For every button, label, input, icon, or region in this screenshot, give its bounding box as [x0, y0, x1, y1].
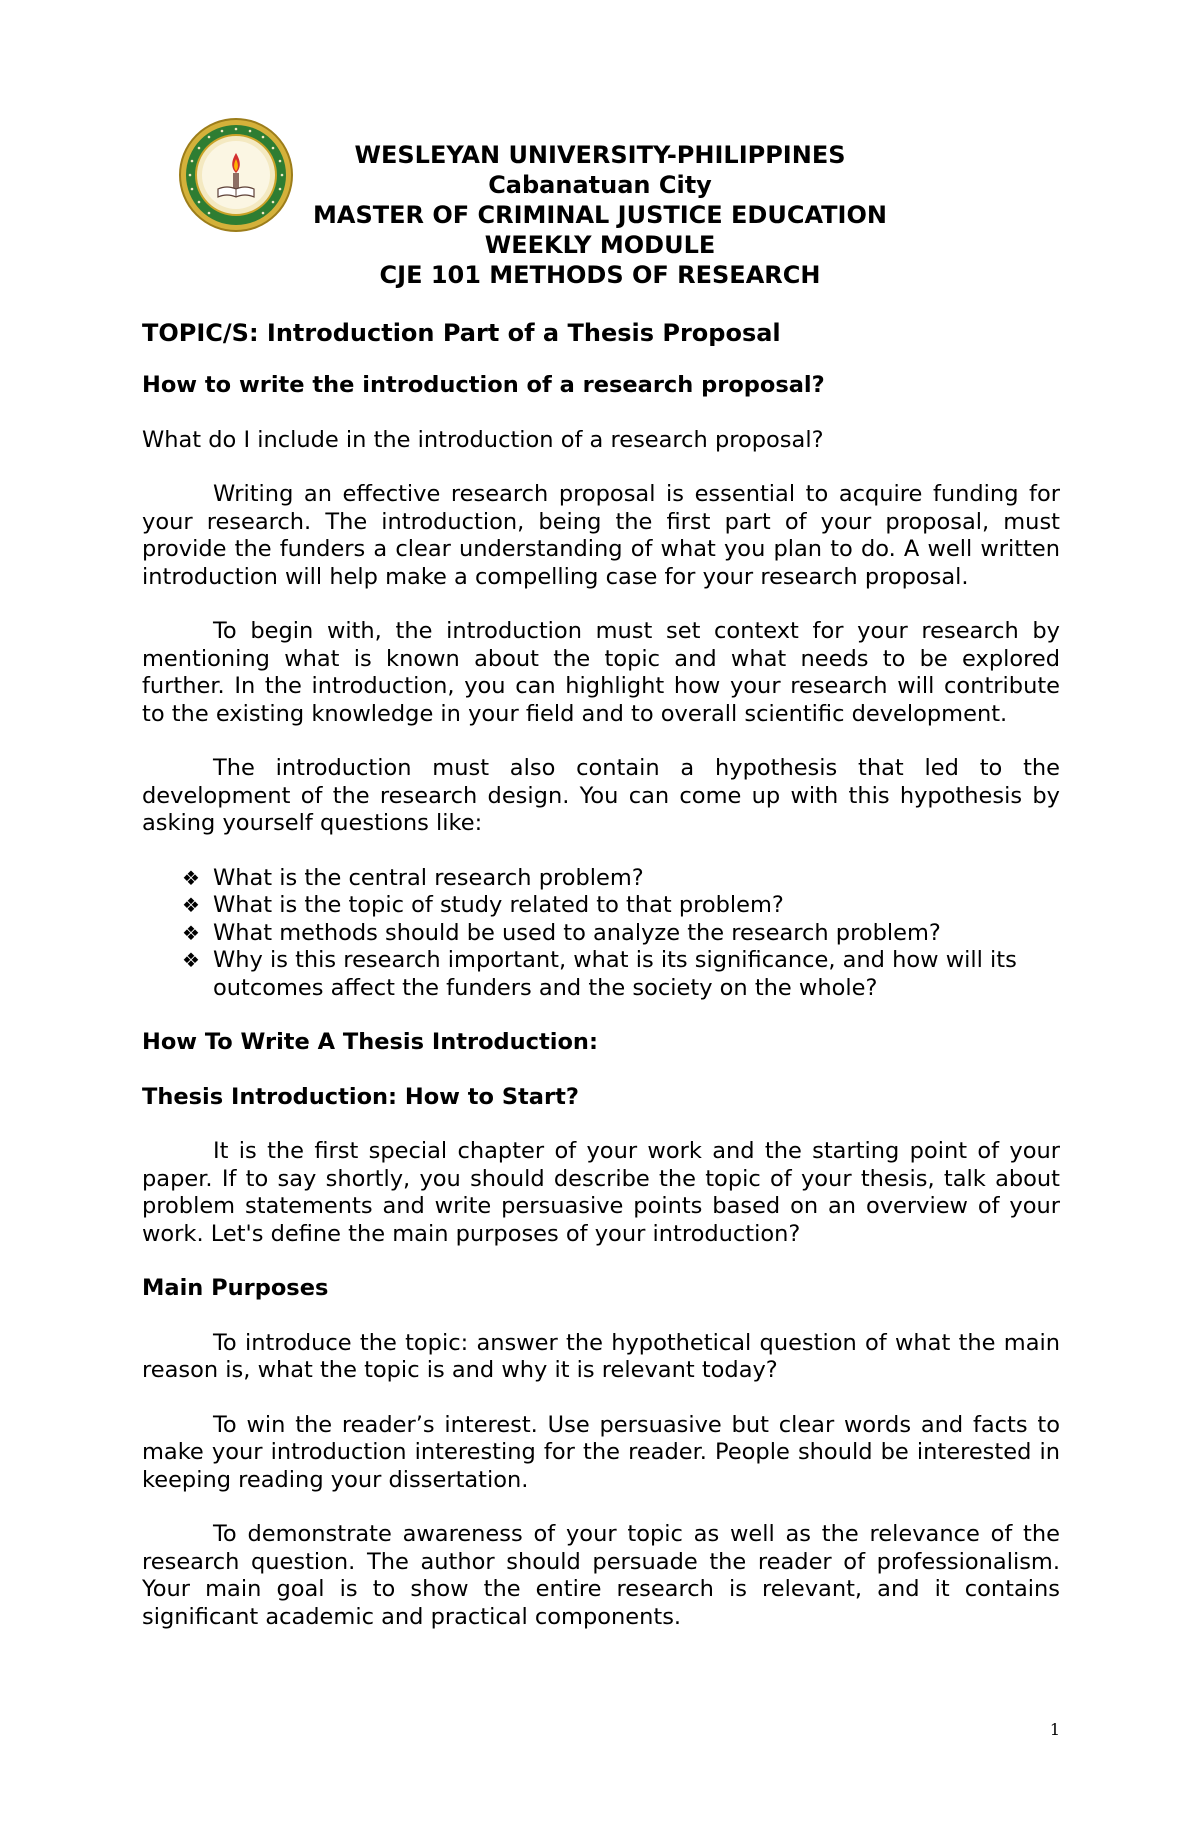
paragraph-1: Writing an effective research proposal is essential to acquire funding for your research. The introduction, being the first part of your proposal, must provide the funders a clear understanding of what you plan to do. A well written introduction will help make a compelling case for your research proposal. — [142, 481, 1060, 590]
list-item — [142, 947, 1060, 1002]
topic-heading: TOPIC/S: Introduction Part of a Thesis Proposal — [142, 319, 781, 347]
list-item — [142, 920, 1060, 948]
question-what-include: What do I include in the introduction of a research proposal? — [142, 426, 824, 453]
section-heading-how-to-write: How to write the introduction of a research proposal? — [142, 372, 825, 398]
paragraph-2: To begin with, the introduction must set context for your research by mentioning what is known about the topic and what needs to be explored further. In the introduction, you can highlight how your research will contribute to the existing knowledge in your field and to overall scientific development. — [142, 618, 1060, 727]
list-item — [142, 892, 1060, 920]
course-title: CJE 101 METHODS OF RESEARCH — [379, 261, 821, 289]
section-heading-how-to-start: Thesis Introduction: How to Start? — [142, 1083, 579, 1110]
diamond-bullet-icon: ❖ — [182, 948, 200, 972]
paragraph-3: The introduction must also contain a hypothesis that led to the development of the research design. You can come up with this hypothesis by asking yourself questions like: — [142, 755, 1060, 836]
paragraph-4: It is the first special chapter of your work and the starting point of your paper. If to say shortly, you should describe the topic of your thesis, talk about problem statements and write persuasive points based on an overview of your work. Let's define the main purposes of your introduction? — [142, 1138, 1060, 1247]
document-header — [240, 140, 960, 290]
diamond-bullet-icon: ❖ — [182, 920, 200, 945]
list-item-text: What methods should be used to analyze the research problem? — [213, 919, 941, 946]
page-number: 1 — [1049, 1720, 1060, 1739]
section-heading-main-purposes: Main Purposes — [142, 1275, 329, 1301]
paragraph-6: To win the reader’s interest. Use persuasive but clear words and facts to make your introduction interesting for the reader. People should be interested in keeping reading your dissertation. — [142, 1411, 1060, 1493]
question-list — [142, 865, 1060, 1003]
list-item-text: What is the topic of study related to that problem? — [213, 892, 784, 918]
university-name: WESLEYAN UNIVERSITY-PHILIPPINES — [354, 141, 846, 169]
program-name: MASTER OF CRIMINAL JUSTICE EDUCATION — [313, 201, 887, 229]
list-item-text: Why is this research important, what is its significance, and how will its outcomes affect the funders and the society on the whole? — [213, 947, 1017, 1001]
university-city: Cabanatuan City — [488, 171, 712, 199]
section-heading-thesis-intro: How To Write A Thesis Introduction: — [142, 1029, 598, 1055]
diamond-bullet-icon: ❖ — [182, 893, 200, 917]
list-item-text: What is the central research problem? — [213, 864, 644, 891]
paragraph-7: To demonstrate awareness of your topic as well as the relevance of the research question. The author should persuade the reader of professionalism. Your main goal is to show the entire research is relevant, and it contains significant academic and practical components. — [142, 1521, 1060, 1630]
list-item — [142, 865, 1060, 893]
document-body — [142, 318, 1060, 1658]
paragraph-5: To introduce the topic: answer the hypothetical question of what the main reason is, what the topic is and why it is relevant today? — [142, 1329, 1060, 1383]
diamond-bullet-icon: ❖ — [182, 865, 200, 890]
module-label: WEEKLY MODULE — [484, 231, 716, 259]
